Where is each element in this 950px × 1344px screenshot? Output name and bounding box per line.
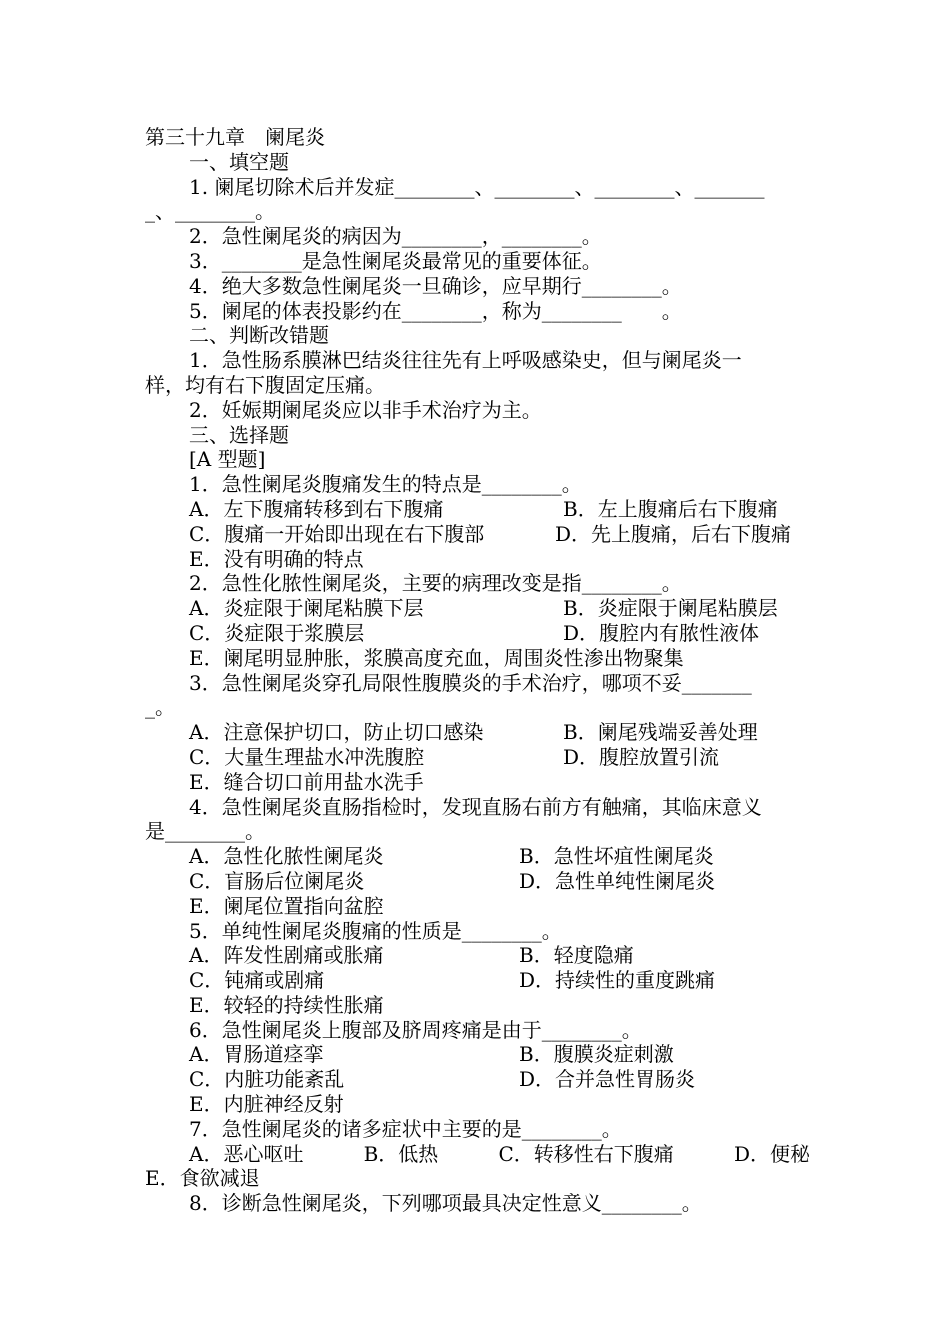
option-a: A．注意保护切口，防止切口感染 <box>189 720 484 745</box>
option-row <box>145 1142 810 1167</box>
option-row <box>145 745 810 770</box>
choice-question-8: 8．诊断急性阑尾炎，下列哪项最具决定性意义________。 <box>189 1191 702 1216</box>
option-d: D．腹腔内有脓性液体 <box>563 620 760 645</box>
fill-question-2: 2．急性阑尾炎的病因为________，________。 <box>189 224 602 249</box>
option-a: A．炎症限于阑尾粘膜下层 <box>189 596 424 621</box>
option-b: B．阑尾残端妥善处理 <box>563 720 758 745</box>
option-a: A．阵发性剧痛或胀痛 <box>189 943 384 968</box>
option-d: D．合并急性胃肠炎 <box>519 1067 696 1092</box>
option-a: A．胃肠道痉挛 <box>189 1042 324 1067</box>
option-c: C．大量生理盐水冲洗腹腔 <box>189 744 425 769</box>
choice-question-7: 7．急性阑尾炎的诸多症状中主要的是________。 <box>189 1116 622 1141</box>
judge-question-1-cont: 样，均有右下腹固定压痛。 <box>145 372 385 397</box>
section-heading-judge: 二、判断改错题 <box>189 323 329 348</box>
section-heading-fill: 一、填空题 <box>189 149 289 174</box>
option-row <box>145 869 810 894</box>
option-d: D．先上腹痛，后右下腹痛 <box>555 521 792 546</box>
option-d: D．腹腔放置引流 <box>563 744 720 769</box>
option-a: A．左下腹痛转移到右下腹痛 <box>189 496 444 521</box>
option-e: E．没有明确的特点 <box>189 546 364 571</box>
option-row <box>145 844 810 869</box>
option-b: B．低热 <box>363 1141 439 1166</box>
choice-question-5: 5．单纯性阑尾炎腹痛的性质是________。 <box>189 918 562 943</box>
option-c: C．转移性右下腹痛 <box>498 1141 674 1166</box>
option-e: E．内脏神经反射 <box>189 1092 344 1117</box>
option-row <box>145 596 810 621</box>
fill-question-1: 1. 阑尾切除术后并发症________、________、________、_______ <box>189 174 765 199</box>
option-d: D．急性单纯性阑尾炎 <box>519 868 716 893</box>
option-row <box>145 1067 810 1092</box>
fill-question-5: 5．阑尾的体表投影约在________，称为________ 。 <box>189 298 682 323</box>
judge-question-2: 2．妊娠期阑尾炎应以非手术治疗为主。 <box>189 397 542 422</box>
option-b: B．炎症限于阑尾粘膜层 <box>563 596 778 621</box>
option-b: B．左上腹痛后右下腹痛 <box>563 496 778 521</box>
option-row <box>145 943 810 968</box>
option-row <box>145 720 810 745</box>
option-e: E．阑尾明显肿胀，浆膜高度充血，周围炎性渗出物聚集 <box>189 645 684 670</box>
choice-question-3: 3．急性阑尾炎穿孔局限性腹膜炎的手术治疗，哪项不妥_______ <box>189 670 752 695</box>
choice-question-4-cont: 是________。 <box>145 819 265 844</box>
document-content <box>145 125 810 1216</box>
fill-question-4: 4．绝大多数急性阑尾炎一旦确诊，应早期行________。 <box>189 273 682 298</box>
fill-question-3: 3．________是急性阑尾炎最常见的重要体征。 <box>189 248 602 273</box>
option-row <box>145 497 810 522</box>
choice-question-2: 2．急性化脓性阑尾炎，主要的病理改变是指________。 <box>189 571 682 596</box>
option-row <box>145 522 810 547</box>
option-c: C．钝痛或剧痛 <box>189 968 325 993</box>
option-e: E．阑尾位置指向盆腔 <box>189 893 384 918</box>
chapter-title: 第三十九章 阑尾炎 <box>145 125 325 149</box>
choice-question-3-cont: _。 <box>145 695 175 720</box>
choice-subheading: [A 型题] <box>189 447 266 472</box>
option-c: C．腹痛一开始即出现在右下腹部 <box>189 521 485 546</box>
choice-question-6: 6．急性阑尾炎上腹部及脐周疼痛是由于________。 <box>189 1017 642 1042</box>
choice-question-1: 1．急性阑尾炎腹痛发生的特点是________。 <box>189 472 582 497</box>
option-b: B．急性坏疽性阑尾炎 <box>519 844 714 869</box>
option-d: D．持续性的重度跳痛 <box>519 968 716 993</box>
option-b: B．腹膜炎症刺激 <box>519 1042 674 1067</box>
option-c: C．盲肠后位阑尾炎 <box>189 868 365 893</box>
choice-question-4: 4．急性阑尾炎直肠指检时，发现直肠右前方有触痛，其临床意义 <box>189 794 762 819</box>
option-e: E．缝合切口前用盐水洗手 <box>189 769 424 794</box>
option-a: A．恶心呕吐 <box>189 1141 304 1166</box>
option-row <box>145 1042 810 1067</box>
option-b: B．轻度隐痛 <box>519 943 634 968</box>
option-e: E．食欲减退 <box>145 1166 260 1191</box>
judge-question-1: 1．急性肠系膜淋巴结炎往往先有上呼吸感染史，但与阑尾炎一 <box>189 348 742 373</box>
option-d: D．便秘 <box>733 1141 810 1166</box>
option-row <box>145 968 810 993</box>
option-c: C．炎症限于浆膜层 <box>189 620 365 645</box>
option-c: C．内脏功能紊乱 <box>189 1067 345 1092</box>
option-e: E．较轻的持续性胀痛 <box>189 992 384 1017</box>
fill-question-1-cont: _、________。 <box>145 199 275 224</box>
option-row <box>145 621 810 646</box>
option-a: A．急性化脓性阑尾炎 <box>189 844 384 869</box>
section-heading-choice: 三、选择题 <box>189 422 289 447</box>
